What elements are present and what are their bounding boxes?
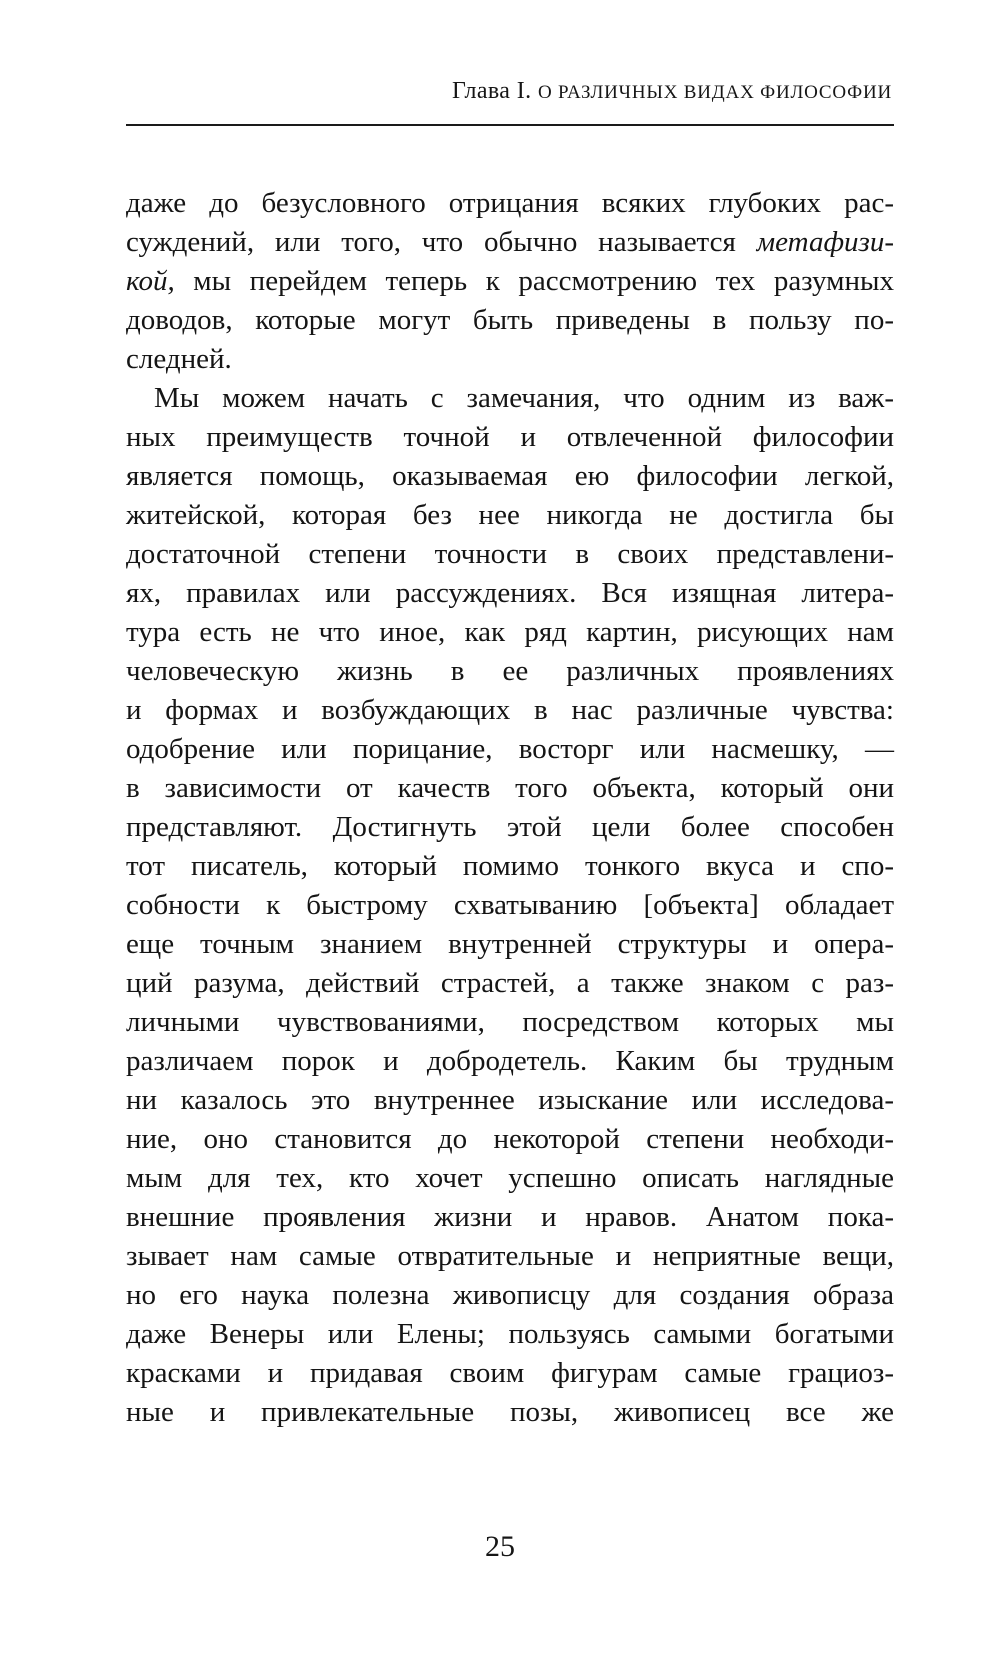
text-line: внешние проявления жизни и нравов. Анатом пока- — [126, 1201, 894, 1233]
text-line: собности к быстрому схватыванию [объекта] обладает — [126, 889, 894, 921]
chapter-title: О РАЗЛИЧНЫХ ВИДАХ ФИЛОСОФИИ — [537, 82, 892, 103]
text-line: тура есть не что иное, как ряд картин, рисующих нам — [126, 616, 894, 648]
text-line: и формах и возбуждающих в нас различные чувства: — [126, 694, 894, 726]
text-run: мы перейдем теперь к рассмотрению тех разумных — [193, 265, 895, 297]
text-run: суждений, или того, что обычно называется — [126, 226, 736, 258]
text-line — [126, 262, 894, 301]
text-line: ций разума, действий страстей, а также знаком с раз- — [126, 967, 894, 999]
text-line: личными чувствованиями, посредством которых мы — [126, 1006, 894, 1038]
text-line: является помощь, оказываемая ею философии легкой, — [126, 460, 894, 492]
text-line: тот писатель, который помимо тонкого вкуса и спо- — [126, 850, 894, 882]
text-line: житейской, которая без нее никогда не достигла бы — [126, 499, 894, 531]
text-line: Мы можем начать с замечания, что одним из важ- — [154, 382, 894, 414]
text-line: следней. — [126, 343, 232, 375]
text-line: но его наука полезна живописцу для создания образа — [126, 1279, 894, 1311]
text-line: ные и привлекательные позы, живописец все же — [126, 1396, 894, 1428]
text-line: зывает нам самые отвратительные и неприятные вещи, — [126, 1240, 894, 1272]
body-text — [126, 184, 894, 1432]
text-line: одобрение или порицание, восторг или насмешку, — — [126, 733, 894, 765]
text-line: ях, правилах или рассуждениях. Вся изящная литера- — [126, 577, 894, 609]
text-line: ных преимуществ точной и отвлеченной философии — [126, 421, 894, 453]
text-line: ни казалось это внутреннее изыскание или исследова- — [126, 1084, 894, 1116]
header-rule — [126, 124, 894, 126]
text-line: представляют. Достигнуть этой цели более способен — [126, 811, 894, 843]
text-line: различаем порок и добродетель. Каким бы трудным — [126, 1045, 894, 1077]
italic-term: кой, — [126, 265, 175, 297]
text-line: человеческую жизнь в ее различных проявлениях — [126, 655, 894, 687]
text-line: в зависимости от качеств того объекта, который они — [126, 772, 894, 804]
text-line: мым для тех, кто хочет успешно описать наглядные — [126, 1162, 894, 1194]
text-line: еще точным знанием внутренней структуры и опера- — [126, 928, 894, 960]
chapter-prefix: Глава I. — [451, 78, 532, 104]
text-line: красками и придавая своим фигурам самые грациоз- — [126, 1357, 894, 1389]
text-line: даже Венеры или Елены; пользуясь самыми богатыми — [126, 1318, 894, 1350]
text-line: даже до безусловного отрицания всяких глубоких рас- — [126, 187, 894, 219]
running-head — [452, 78, 892, 105]
italic-term: метафизи- — [756, 226, 895, 258]
text-line: достаточной степени точности в своих представлени- — [126, 538, 894, 570]
page-number: 25 — [485, 1530, 515, 1563]
text-line — [126, 223, 894, 262]
text-line: доводов, которые могут быть приведены в пользу по- — [126, 304, 894, 336]
text-line: ние, оно становится до некоторой степени необходи- — [126, 1123, 894, 1155]
